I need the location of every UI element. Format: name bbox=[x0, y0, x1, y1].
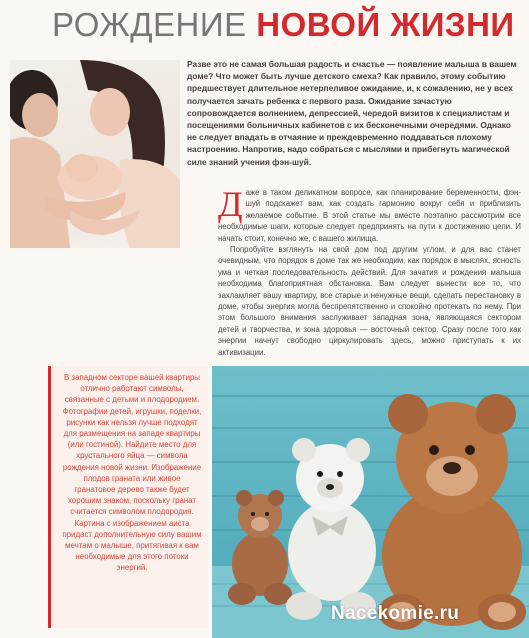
article-body bbox=[218, 184, 521, 358]
title-part-2: НОВОЙ ЖИЗНИ bbox=[256, 6, 515, 43]
title-part-1: РОЖДЕНИЕ bbox=[52, 6, 247, 43]
watermark: Nacekomie.ru bbox=[331, 603, 460, 624]
sidebar-text: В западном секторе вашей квартиры отлично работают символы, связанные с детьми и плодородием. Фотографии детей, игрушки, поделки, рисунки как нельзя лучше подходят для размещения на западе квартиры (или гостиной). Найдите место для хрустального яйца — символа рождения новой жизни. Изображение плодов граната или живое гранатовое дерево также будет хорошим знаком, поскольку гранат считается символом плодородия. Картина с изображением аиста придаст дополнительную силу вашим мечтам о малыше, притягивая к вам необходимые для этого потоки энергий. bbox=[62, 373, 202, 573]
page-title bbox=[52, 6, 515, 50]
drop-cap: Д bbox=[218, 184, 243, 224]
teddy-bears-photo bbox=[212, 366, 529, 638]
parents-with-baby-photo bbox=[10, 60, 180, 248]
article-paragraph-1: Даже в таком деликатном вопросе, как планирование беременности, фэн-шуй подскажет вам, как создать гармонию вокруг себя и приблизить желаемое событие. В этой статье мы вместе поэтапно рассмотрим все необходимые шаги, которые следует предпринять на пути к достижению цели. И начать стоит, конечно же, с вашего жилища. bbox=[218, 184, 521, 243]
article-paragraph-2: Попробуйте взглянуть на свой дом под другим углом, и для вас станет очевидным, что порядок в доме так же необходим, как порядок в мыслях, ясность ума и четкая последовательность действий. Для зачатия и рождения малыша необходима благоприятная обстановка. Вам следует вынести все то, что захламляет вашу квартиру, все старые и ненужные вещи, сделать перестановку в доме, чтобы энергия могла беспрепятственно и спокойно протекать по нему. При этом большого внимания заслуживает западная зона, являющаяся сектором детей и творчества, и зона здоровья — восточный сектор. Сразу после того как энергии начнут свободно циркулировать здесь, можно приступать к их активизации. bbox=[218, 245, 521, 357]
lead-paragraph: Разве это не самая большая радость и счастье — появление малыша в вашем доме? Что может быть лучше детского смеха? Как правило, этому событию предшествует длительное нетерпеливое ожидание, и, к сожалению, не у всех получается зачать ребенка с первого раза. Ожидание зачастую сопровождается волнением, депрессией, чередой визитов к специалистам и посещениями больничных кабинетов с их бесконечными очередями. Однако не следует впадать в отчаяние и преждевременно поддаваться плохому настроению. Напротив, надо собраться с мыслями и прибегнуть магической силе знаний учения фэн-шуй. bbox=[187, 59, 517, 167]
